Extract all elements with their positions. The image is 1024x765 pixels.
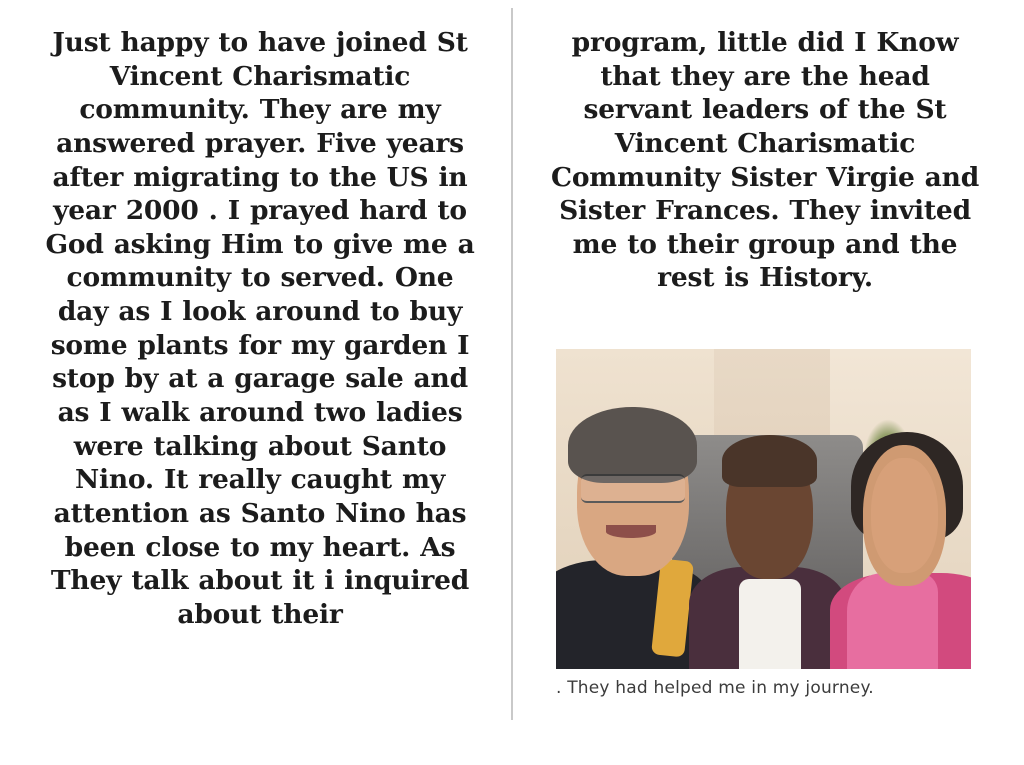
right-column — [545, 26, 985, 295]
left-column — [40, 26, 480, 632]
person-left-mouth — [606, 525, 656, 538]
person-left-hair — [568, 407, 697, 484]
person-right-face — [871, 458, 937, 573]
three-people-portrait-photo — [556, 349, 971, 669]
column-divider — [511, 8, 513, 720]
right-column-text: program, little did I Know that they are the head servant leaders of the St Vincent Charismatic Community Sister Virgie and Sister Frances. They invited me to their group and the rest is History. — [550, 27, 980, 294]
person-center-hair — [722, 435, 817, 486]
person-right-scarf — [847, 573, 938, 669]
left-column-text: Just happy to have joined St Vincent Charismatic community. They are my answered prayer. Five years after migrating to the US in year 2000 . I prayed hard to God asking Him to give me a community to served. One day as I look around to buy some plants for my garden I stop by at a garage sale and as I walk around two ladies were talking about Santo Nino. It really caught my attention as Santo Nino has been close to my heart. As They talk about it i inquired about their — [45, 27, 475, 630]
person-left-glasses — [581, 474, 685, 504]
photo-frame — [556, 349, 971, 669]
person-center-shirt — [739, 579, 801, 669]
photo-caption: . They had helped me in my journey. — [556, 678, 874, 698]
